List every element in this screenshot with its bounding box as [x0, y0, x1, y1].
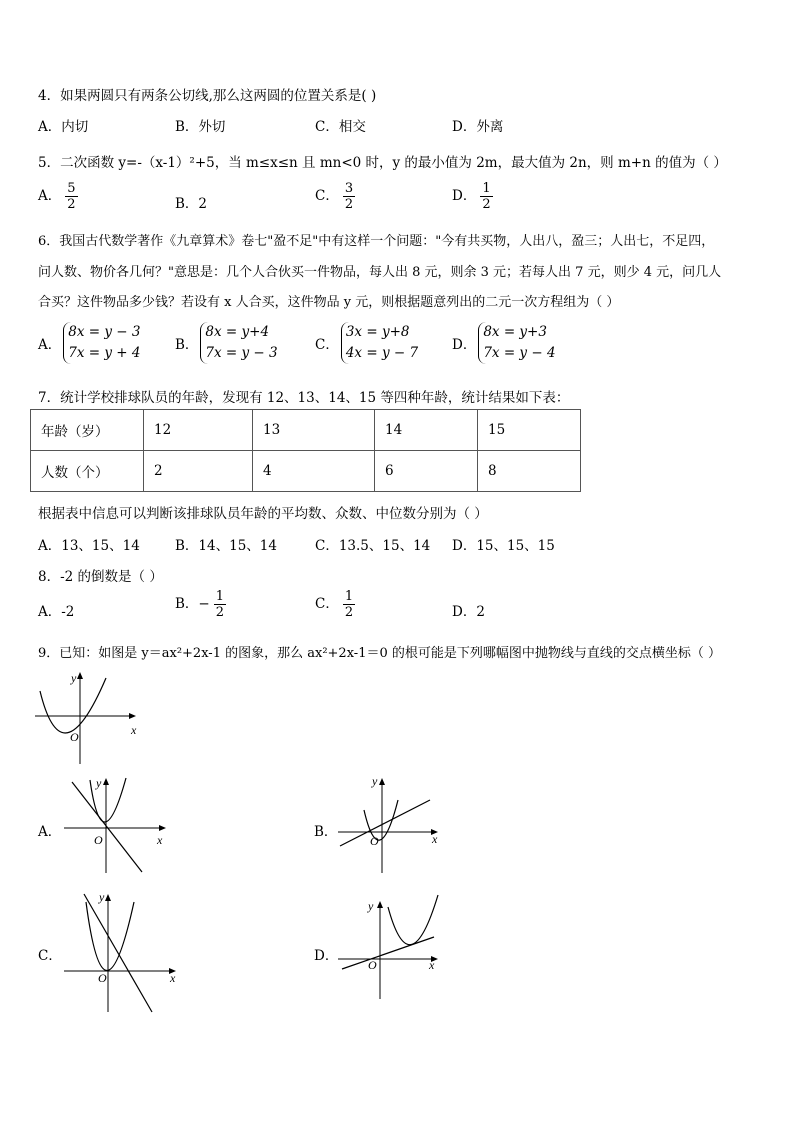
- x-axis-label: x: [432, 832, 438, 846]
- y-axis-label: y: [71, 671, 77, 685]
- q9-stem: 9．已知：如图是 y＝ax²+2x-1 的图象，那么 ax²+2x-1＝0 的根可能是下列哪幅图中抛物线与直线的交点横坐标（ ）: [38, 646, 721, 661]
- q4-option-d: D．外离: [452, 119, 504, 135]
- y-axis-label: y: [96, 776, 102, 790]
- age-table: [30, 409, 581, 492]
- q9-option-d-label: D．: [314, 948, 339, 964]
- origin-label: O: [98, 971, 107, 985]
- q7-question: 根据表中信息可以判断该排球队员年龄的平均数、众数、中位数分别为（ ）: [38, 506, 488, 522]
- q8-option-a: A．-2: [38, 604, 75, 620]
- table-cell: 2: [144, 451, 253, 492]
- q5-option-b: B．2: [175, 196, 208, 212]
- q9-option-b-graph: [334, 770, 454, 875]
- y-axis-label: y: [372, 774, 378, 788]
- q6-line3: 合买？这件物品多少钱？若设有 x 人合买，这件物品 y 元，则根据题意列出的二元一次方程组为（ ）: [38, 295, 620, 310]
- origin-label: O: [368, 958, 377, 972]
- y-axis-label: y: [368, 899, 374, 913]
- origin-label: O: [370, 834, 379, 848]
- reference-graph: [30, 666, 150, 766]
- table-cell: 15: [478, 410, 581, 451]
- q7-option-c: C．13.5、15、14: [315, 538, 431, 554]
- table-cell: 人数（个）: [31, 451, 144, 492]
- q9-option-a-graph: [60, 770, 180, 875]
- q7-stem: 7．统计学校排球队员的年龄，发现有 12、13、14、15 等四种年龄，统计结果如下表：: [38, 390, 570, 406]
- q6-line1: 6．我国古代数学著作《九章算术》卷七"盈不足"中有这样一个问题："今有共买物，人出八，盈三；人出七，不足四，: [38, 234, 715, 249]
- table-cell: 6: [375, 451, 478, 492]
- table-row: [31, 451, 581, 492]
- q4-option-b: B．外切: [175, 119, 226, 135]
- q7-option-a: A．13、15、14: [38, 538, 140, 554]
- q6-option-b: B．8x = y+4 7x = y − 3: [175, 322, 278, 364]
- q8-option-d: D．2: [452, 604, 485, 620]
- q8-option-c: C． $\frac{1}{2}$: [315, 589, 354, 620]
- q4-stem: 4．如果两圆只有两条公切线,那么这两圆的位置关系是( ): [38, 88, 377, 104]
- q7-option-b: B．14、15、14: [175, 538, 277, 554]
- q6-option-c: C．3x = y+8 4x = y − 7: [315, 322, 418, 364]
- table-cell: 4: [253, 451, 375, 492]
- q7-option-d: D．15、15、15: [452, 538, 555, 554]
- origin-label: O: [70, 730, 79, 744]
- x-axis-label: x: [157, 833, 163, 847]
- q9-option-d-graph: [334, 893, 454, 1001]
- q5-option-a: A． $\frac{5}{2}$: [38, 181, 76, 212]
- q9-option-c-graph: [60, 884, 185, 1014]
- x-axis-label: x: [170, 971, 176, 985]
- x-axis-label: x: [429, 958, 435, 972]
- table-cell: 13: [253, 410, 375, 451]
- q6-option-d: D．8x = y+3 7x = y − 4: [452, 322, 556, 364]
- table-cell: 14: [375, 410, 478, 451]
- table-cell: 年龄（岁）: [31, 410, 144, 451]
- q6-option-a: A．8x = y − 3 7x = y + 4: [38, 322, 140, 364]
- table-row: [31, 410, 581, 451]
- x-axis-label: x: [131, 723, 137, 737]
- q4-option-c: C．相交: [315, 119, 366, 135]
- origin-label: O: [94, 833, 103, 847]
- table-cell: 12: [144, 410, 253, 451]
- q5-stem: 5．二次函数 y=-（x-1）²+5，当 m≤x≤n 且 mn<0 时，y 的最小值为 2m，最大值为 2n，则 m+n 的值为（ ）: [38, 155, 727, 171]
- q6-line2: 问人数、物价各几何？"意思是：几个人合伙买一件物品，每人出 8 元，则余 3 元；若每人出 7 元，则少 4 元，问几人: [38, 265, 722, 280]
- q8-option-b: B．− $\frac{1}{2}$: [175, 589, 225, 620]
- q4-option-a: A．内切: [38, 119, 89, 135]
- y-axis-label: y: [99, 890, 105, 904]
- q9-option-c-label: C．: [38, 948, 62, 964]
- q8-stem: 8．-2 的倒数是（ ）: [38, 569, 163, 585]
- q5-option-d: D． $\frac{1}{2}$: [452, 181, 491, 212]
- table-cell: 8: [478, 451, 581, 492]
- q5-option-c: C． $\frac{3}{2}$: [315, 181, 354, 212]
- q9-option-a-label: A．: [38, 824, 62, 840]
- q9-option-b-label: B．: [314, 824, 338, 840]
